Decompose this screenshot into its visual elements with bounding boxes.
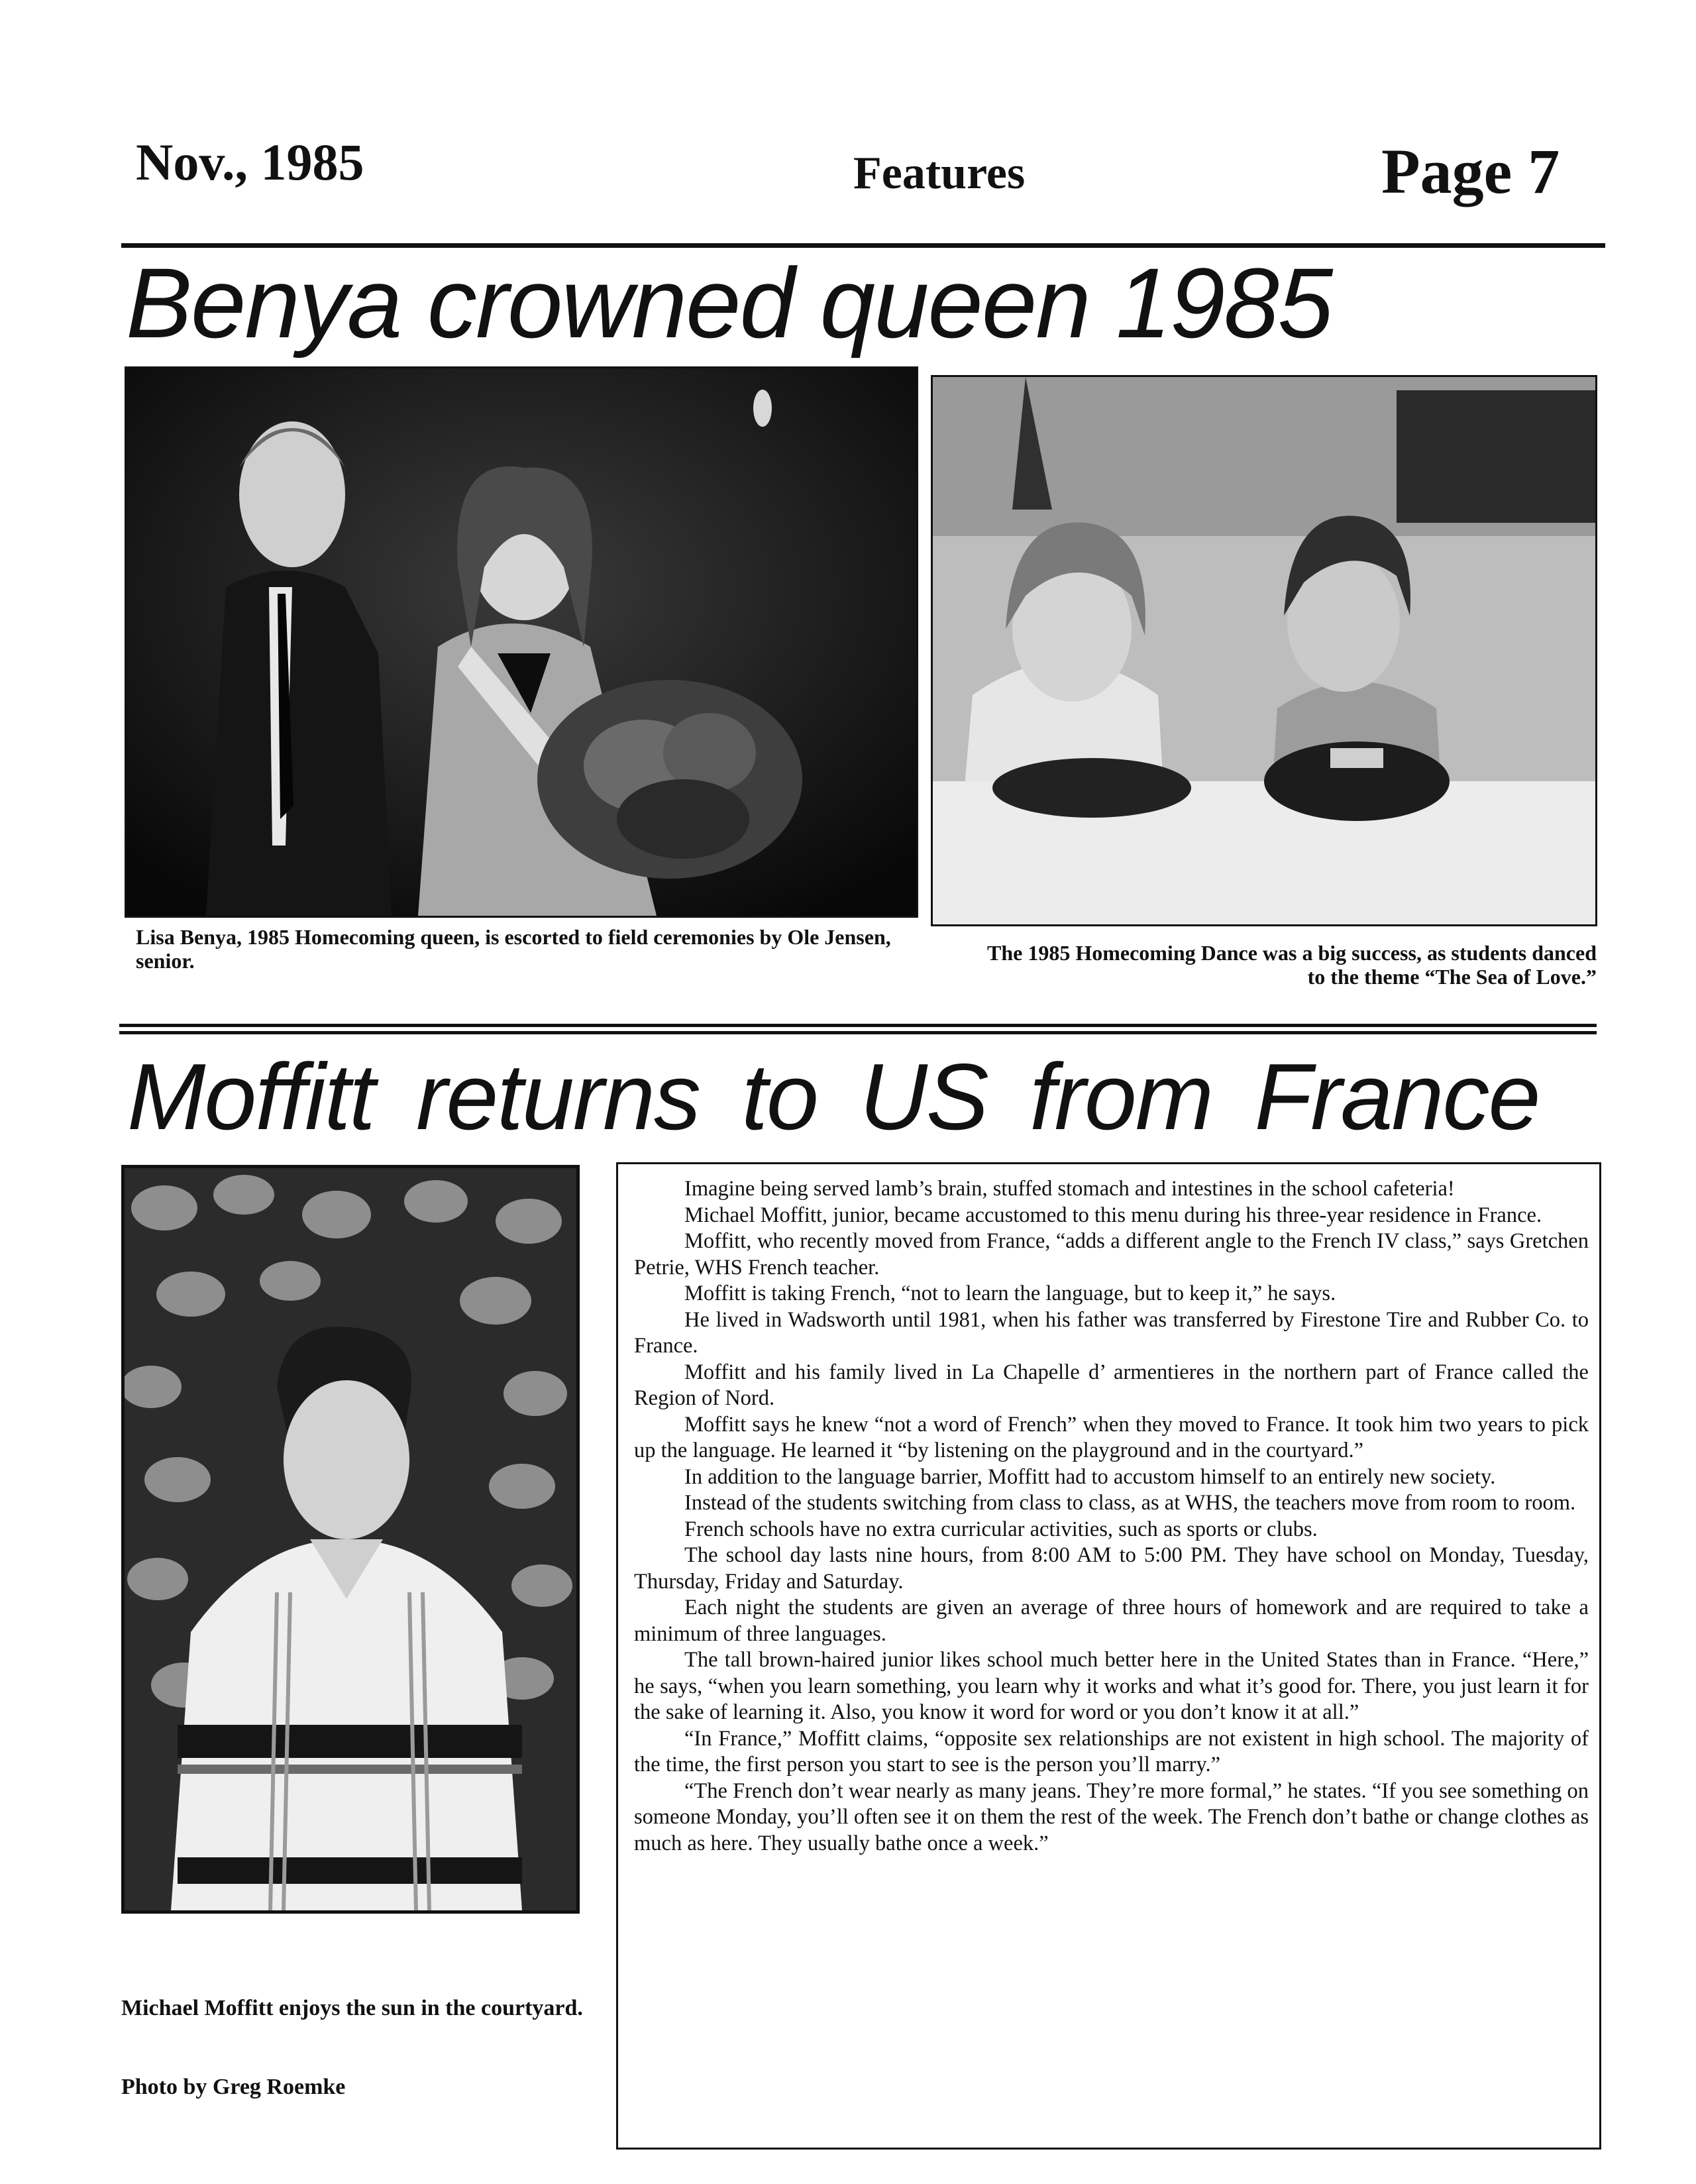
article-paragraph: “The French don’t wear nearly as many jeans. They’re more formal,” he states. “If you see something on someone Monday, you’ll often see it on them the rest of the week. The French don’t bathe or change clothes as much as here. They usually bathe once a week.” (634, 1778, 1589, 1855)
homecoming-queen-photo (125, 366, 918, 918)
photo-credit: Photo by Greg Roemke (121, 2075, 346, 2099)
homecoming-dance-illustration (933, 377, 1595, 924)
homecoming-dance-caption: The 1985 Homecoming Dance was a big success, as students danced to the theme “The Sea of Love.” (986, 941, 1597, 989)
article-paragraph: Moffitt is taking French, “not to learn the language, but to keep it,” he says. (684, 1282, 1336, 1305)
page-number: Page 7 (1381, 136, 1560, 207)
article-paragraph: Moffitt, who recently moved from France, “adds a different angle to the French IV class,” says Gretchen Petrie, WHS French teacher. (634, 1229, 1589, 1280)
article-paragraph: The school day lasts nine hours, from 8:00 AM to 5:00 PM. They have school on Monday, Tuesday, Thursday, Friday and Saturday. (634, 1543, 1589, 1594)
article-paragraph: “In France,” Moffitt claims, “opposite sex relationships are not existent in high school. The majority of the time, the first person you start to see is the person you’ll marry.” (634, 1726, 1589, 1776)
article-paragraph: Imagine being served lamb’s brain, stuffed stomach and intestines in the school cafeteria! (684, 1177, 1455, 1201)
article-paragraph: French schools have no extra curricular activities, such as sports or clubs. (684, 1517, 1318, 1541)
section-name: Features (853, 148, 1026, 199)
moffitt-photo-caption: Michael Moffitt enjoys the sun in the courtyard. (121, 1996, 583, 2020)
article-paragraph: Moffitt and his family lived in La Chapelle d’ armentieres in the northern part of France called the Region of Nord. (634, 1360, 1589, 1410)
article-paragraph: He lived in Wadsworth until 1981, when his father was transferred by Firestone Tire and Rubber Co. to France. (634, 1307, 1589, 1358)
article-paragraph: The tall brown-haired junior likes school much better here in the United States than in France. “Here,” he says, “when you learn something, you learn why it works and what it’s good for. There, you just learn it for the sake of learning it. Also, you know it word for word or you don’t know it at all.” (634, 1648, 1589, 1724)
issue-date: Nov., 1985 (136, 133, 364, 191)
article-paragraph: Moffitt says he knew “not a word of French” when they moved to France. It took him two years to pick up the language. He learned it “by listening on the playground and in the courtyard.” (634, 1412, 1589, 1462)
article-paragraph: Each night the students are given an average of three hours of homework and are required to take a minimum of three languages. (634, 1596, 1589, 1646)
homecoming-queen-illustration (127, 368, 916, 916)
homecoming-dance-photo (931, 375, 1597, 926)
homecoming-queen-caption: Lisa Benya, 1985 Homecoming queen, is escorted to field ceremonies by Ole Jensen, senior. (136, 925, 891, 973)
article-paragraph: Michael Moffitt, junior, became accustomed to this menu during his three-year residence in France. (684, 1203, 1542, 1227)
article-paragraph: In addition to the language barrier, Moffitt had to accustom himself to an entirely new society. (684, 1464, 1496, 1489)
story1-headline: Benya crowned queen 1985 (126, 247, 1332, 358)
moffitt-illustration (125, 1168, 576, 1910)
section-divider (119, 1024, 1597, 1034)
moffitt-article (616, 1162, 1601, 2150)
article-paragraph: Instead of the students switching from class to class, as at WHS, the teachers move from room to room. (684, 1491, 1576, 1515)
story2-headline: Moffitt returns to US from France (127, 1044, 1540, 1150)
moffitt-photo (121, 1165, 580, 1914)
